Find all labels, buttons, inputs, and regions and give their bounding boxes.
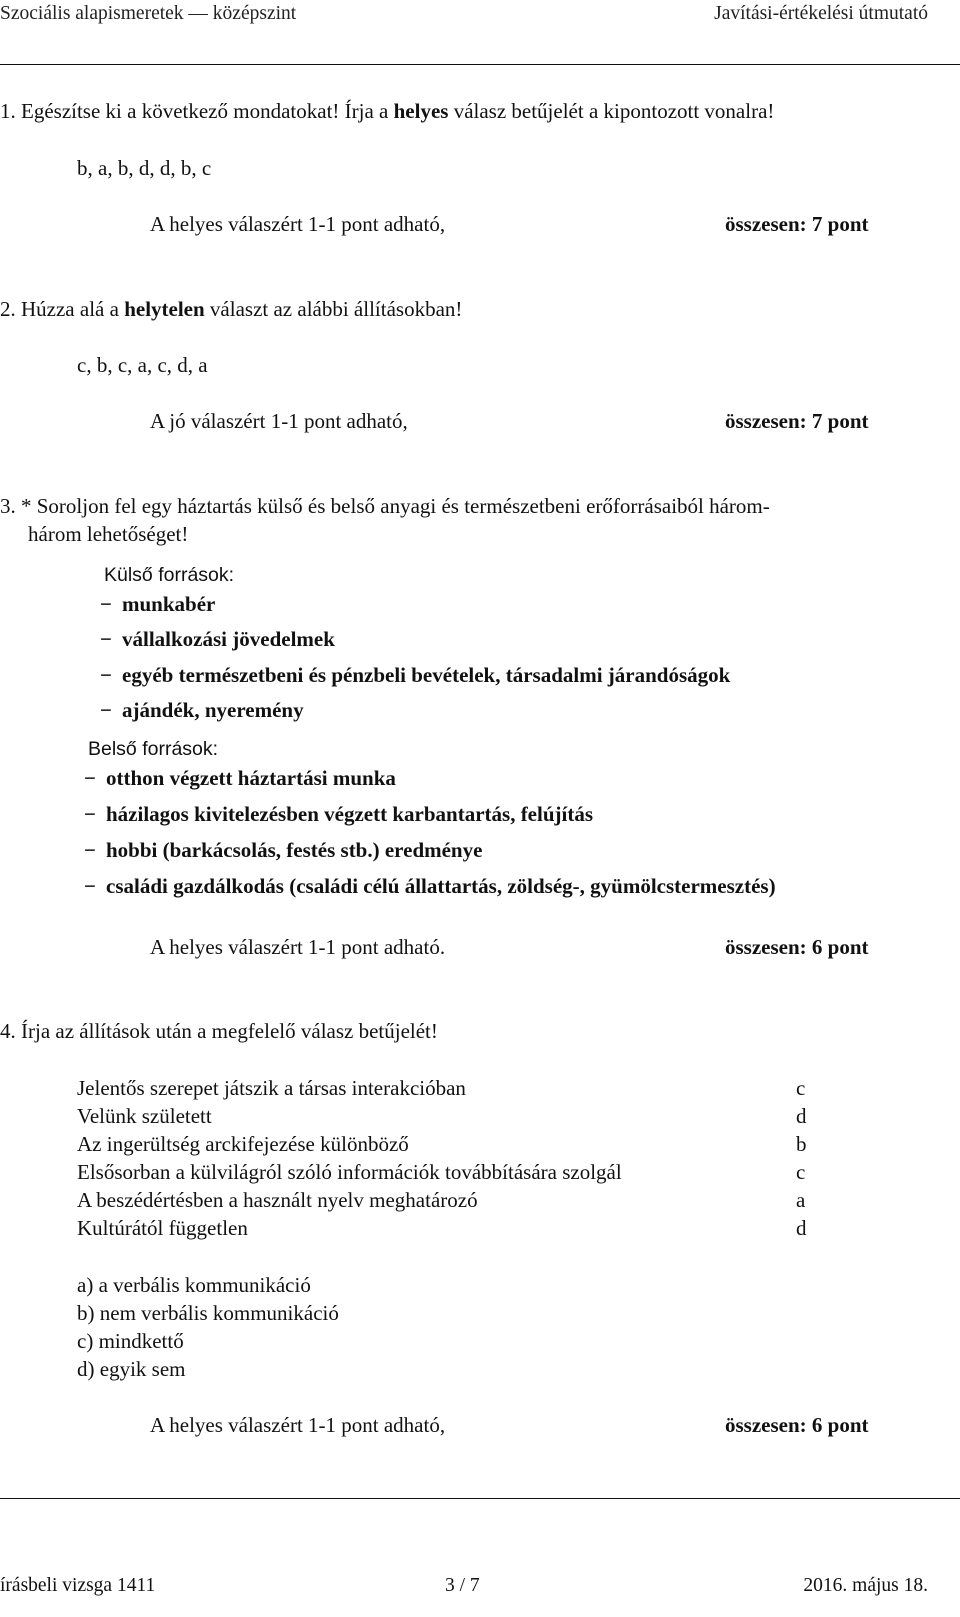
q4-row-answer: d: [796, 1216, 807, 1240]
q4-row: [77, 1160, 867, 1185]
q3-prompt-line1: [0, 494, 770, 519]
q3-text-line1: * Soroljon fel egy háztartás külső és belső anyagi és természetbeni erőforrásaiból három-: [21, 494, 770, 518]
q4-total: összesen: 6 pont: [725, 1413, 869, 1437]
q2-total: összesen: 7 pont: [725, 409, 869, 433]
q3-external-item: − munkabér: [100, 592, 216, 616]
q3-external-item: − egyéb természetbeni és pénzbeli bevételek, társadalmi járandóságok: [100, 663, 731, 687]
q3-internal-label: Belső források:: [88, 738, 219, 760]
q4-statement: Az ingerültség arckifejezése különböző: [77, 1132, 409, 1156]
q4-statement: A beszédértésben a használt nyelv meghatározó: [77, 1188, 478, 1212]
q4-prompt: [0, 1019, 438, 1044]
q3-internal-item: − hobbi (barkácsolás, festés stb.) eredménye: [84, 838, 483, 862]
q1-text-a: Egészítse ki a következő mondatokat! Írja a: [21, 99, 394, 123]
q2-answer: c, b, c, a, c, d, a: [77, 353, 208, 377]
q2-number: 2.: [0, 297, 16, 321]
header-left: Szociális alapismeretek — középszint: [0, 3, 297, 24]
q2-text-a: Húzza alá a: [21, 297, 125, 321]
q4-row: [77, 1076, 867, 1101]
page-number: 3 / 7: [445, 1575, 480, 1596]
dash-icon: −: [84, 838, 96, 862]
q4-row: [77, 1188, 867, 1213]
q4-statement: Kultúrától független: [77, 1216, 248, 1240]
q4-statement: Jelentős szerepet játszik a társas interakcióban: [77, 1076, 466, 1100]
q1-scoring: A helyes válaszért 1-1 pont adható,: [150, 212, 446, 236]
q4-row: [77, 1216, 867, 1241]
q4-option: b) nem verbális kommunikáció: [77, 1301, 339, 1325]
q4-row-answer: b: [796, 1132, 807, 1156]
q1-prompt: [0, 99, 774, 124]
q4-option: a) a verbális kommunikáció: [77, 1273, 311, 1297]
q4-scoring: A helyes válaszért 1-1 pont adható,: [150, 1413, 446, 1437]
header-right: Javítási-értékelési útmutató: [714, 3, 928, 24]
header-rule: [0, 64, 960, 65]
q4-row-answer: d: [796, 1104, 807, 1128]
q4-row: [77, 1104, 867, 1129]
q3-total: összesen: 6 pont: [725, 935, 869, 959]
q3-external-label: Külső források:: [104, 564, 235, 586]
q1-text-b: válasz betűjelét a kipontozott vonalra!: [448, 99, 775, 123]
q4-row-answer: a: [796, 1188, 806, 1212]
dash-icon: −: [100, 592, 112, 616]
q3-internal-item: − házilagos kivitelezésben végzett karbantartás, felújítás: [84, 802, 594, 826]
dash-icon: −: [84, 874, 96, 898]
q1-answer: b, a, b, d, d, b, c: [77, 156, 212, 180]
footer-left: írásbeli vizsga 1411: [0, 1575, 156, 1596]
dash-icon: −: [84, 802, 96, 826]
dash-icon: −: [100, 698, 112, 722]
q2-prompt: [0, 297, 462, 322]
q1-text-bold: helyes: [393, 99, 449, 123]
q4-option: c) mindkettő: [77, 1329, 184, 1353]
q3-number: 3.: [0, 494, 16, 518]
q4-row-answer: c: [796, 1076, 806, 1100]
q3-external-item: − vállalkozási jövedelmek: [100, 627, 335, 651]
q1-total: összesen: 7 pont: [725, 212, 869, 236]
q4-number: 4.: [0, 1019, 16, 1043]
q4-statement: Elsősorban a külvilágról szóló információk továbbítására szolgál: [77, 1160, 622, 1184]
q2-text-b: választ az alábbi állításokban!: [204, 297, 463, 321]
q4-text: Írja az állítások után a megfelelő válasz betűjelét!: [21, 1019, 438, 1043]
q2-scoring: A jó válaszért 1-1 pont adható,: [150, 409, 408, 433]
footer-date: 2016. május 18.: [803, 1575, 928, 1596]
q4-option: d) egyik sem: [77, 1357, 186, 1381]
q3-prompt-line2: három lehetőséget!: [28, 522, 189, 546]
q3-external-item: − ajándék, nyeremény: [100, 698, 304, 722]
dash-icon: −: [100, 627, 112, 651]
q3-scoring: A helyes válaszért 1-1 pont adható.: [150, 935, 446, 959]
q3-internal-item: − otthon végzett háztartási munka: [84, 766, 396, 790]
q3-internal-item: − családi gazdálkodás (családi célú állattartás, zöldség-, gyümölcstermesztés): [84, 874, 776, 898]
dash-icon: −: [100, 663, 112, 687]
dash-icon: −: [84, 766, 96, 790]
q4-row-answer: c: [796, 1160, 806, 1184]
q4-statement: Velünk született: [77, 1104, 212, 1128]
q2-text-bold: helytelen: [124, 297, 205, 321]
q4-row: [77, 1132, 867, 1157]
q1-number: 1.: [0, 99, 16, 123]
footer-rule: [0, 1498, 960, 1499]
